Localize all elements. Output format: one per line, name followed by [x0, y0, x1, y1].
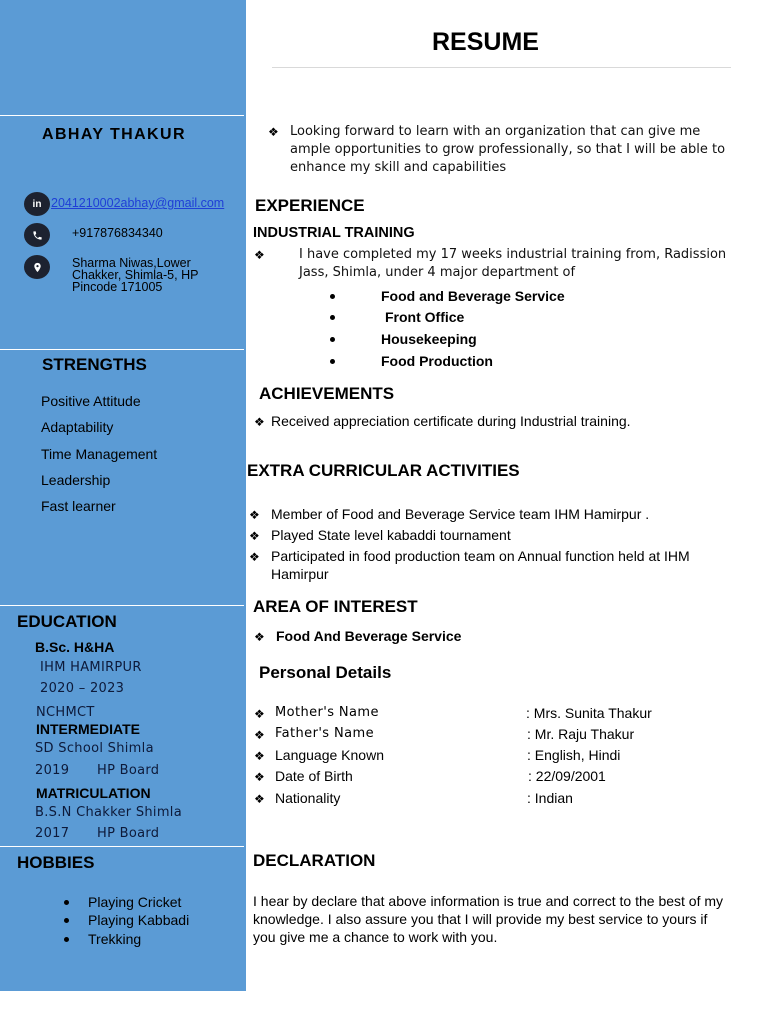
strength-item: Fast learner [41, 498, 116, 514]
strength-item: Adaptability [41, 419, 114, 435]
department-item: Front Office [385, 309, 465, 325]
title-divider [272, 67, 731, 68]
interest-heading: AREA OF INTEREST [253, 597, 418, 616]
strength-item: Leadership [41, 472, 111, 488]
hobby-item: Trekking [88, 931, 142, 947]
diamond-bullet-icon: ❖ [254, 707, 265, 721]
bullet [64, 900, 69, 905]
detail-label: Nationality [275, 790, 341, 806]
education-board: HP Board [97, 763, 160, 778]
address-line: Chakker, Shimla-5, HP [72, 268, 199, 282]
education-board: NCHMCT [36, 705, 95, 717]
divider [0, 349, 244, 350]
linkedin-icon: in [24, 192, 50, 216]
hobby-item: Playing Cricket [88, 894, 182, 910]
education-heading: EDUCATION [17, 612, 117, 631]
diamond-bullet-icon: ❖ [268, 125, 279, 139]
achievement-item: Received appreciation certificate during Industrial training. [271, 413, 631, 429]
training-subheading: INDUSTRIAL TRAINING [253, 225, 415, 241]
strength-item: Positive Attitude [41, 393, 141, 409]
divider [0, 605, 244, 606]
diamond-bullet-icon: ❖ [249, 550, 260, 564]
declaration-line: you give me a chance to work with you. [253, 929, 498, 945]
page-title: RESUME [432, 28, 539, 56]
phone-number: +917876834340 [72, 226, 163, 240]
personal-details-heading: Personal Details [259, 663, 392, 682]
detail-label: Language Known [275, 747, 384, 763]
detail-value: : Indian [527, 790, 573, 806]
training-description: I have completed my 17 weeks industrial training from, Radission Jass, Shimla, under 4 major department of [299, 247, 727, 280]
bullet [330, 294, 335, 299]
education-degree: INTERMEDIATE [36, 721, 140, 737]
education-degree: B.Sc. H&HA [35, 639, 115, 655]
divider [0, 846, 244, 847]
diamond-bullet-icon: ❖ [254, 792, 265, 806]
career-objective: Looking forward to learn with an organization that can give me ample opportunities to grow professionally, so that I will be able to enhance my skill and capabilities [290, 124, 726, 175]
diamond-bullet-icon: ❖ [254, 415, 265, 429]
email-link[interactable]: 2041210002abhay@gmail.com [51, 196, 225, 210]
achievements-heading: ACHIEVEMENTS [259, 384, 395, 403]
bullet [330, 315, 335, 320]
education-years: 2019 [35, 763, 70, 778]
address-line: Pincode 171005 [72, 280, 163, 294]
education-institute: IHM HAMIRPUR [40, 660, 142, 675]
declaration-line: knowledge. I also assure you that I will provide my best service to yours if [253, 911, 708, 927]
diamond-bullet-icon: ❖ [254, 630, 265, 644]
strength-item: Time Management [41, 446, 158, 462]
detail-value: : 22/09/2001 [528, 768, 606, 784]
bullet [64, 937, 69, 942]
education-institute: B.S.N Chakker Shimla [35, 805, 182, 820]
candidate-name: ABHAY THAKUR [42, 126, 186, 143]
department-item: Housekeeping [381, 331, 477, 347]
declaration-heading: DECLARATION [253, 851, 376, 870]
detail-label: Mother's Name [275, 705, 379, 720]
detail-value: : Mr. Raju Thakur [527, 726, 635, 742]
bullet [330, 359, 335, 364]
detail-value: : English, Hindi [527, 747, 621, 763]
education-degree: MATRICULATION [36, 785, 151, 801]
address-line: Sharma Niwas,Lower [72, 256, 191, 270]
department-item: Food and Beverage Service [381, 288, 565, 304]
detail-label: Date of Birth [275, 768, 353, 784]
activity-item: Played State level kabaddi tournament [271, 527, 511, 543]
strengths-heading: STRENGTHS [42, 355, 147, 374]
diamond-bullet-icon: ❖ [254, 728, 265, 742]
education-institute: SD School Shimla [35, 741, 154, 756]
bullet [64, 918, 69, 923]
education-years: 2020 – 2023 [40, 681, 125, 696]
declaration-line: I hear by declare that above information is true and correct to the best of my [253, 893, 724, 909]
bullet [330, 337, 335, 342]
phone-icon [24, 223, 50, 247]
detail-value: : Mrs. Sunita Thakur [526, 705, 652, 721]
experience-heading: EXPERIENCE [255, 196, 365, 215]
education-board: HP Board [97, 826, 160, 841]
activity-item: Participated in food production team on Annual function held at IHM [271, 548, 690, 564]
activity-item-continued: Hamirpur [271, 566, 329, 582]
hobby-item: Playing Kabbadi [88, 912, 190, 928]
activity-item: Member of Food and Beverage Service team IHM Hamirpur . [271, 506, 650, 522]
sidebar [0, 0, 246, 991]
department-item: Food Production [381, 353, 493, 369]
diamond-bullet-icon: ❖ [254, 770, 265, 784]
extracurricular-heading: EXTRA CURRICULAR ACTIVITIES [247, 461, 520, 480]
location-pin-icon [24, 255, 50, 279]
diamond-bullet-icon: ❖ [249, 508, 260, 522]
diamond-bullet-icon: ❖ [249, 529, 260, 543]
detail-label: Father's Name [275, 726, 374, 741]
divider [0, 115, 244, 116]
hobbies-heading: HOBBIES [17, 853, 95, 872]
interest-item: Food And Beverage Service [276, 628, 462, 644]
diamond-bullet-icon: ❖ [254, 248, 265, 262]
education-years: 2017 [35, 826, 70, 841]
diamond-bullet-icon: ❖ [254, 749, 265, 763]
